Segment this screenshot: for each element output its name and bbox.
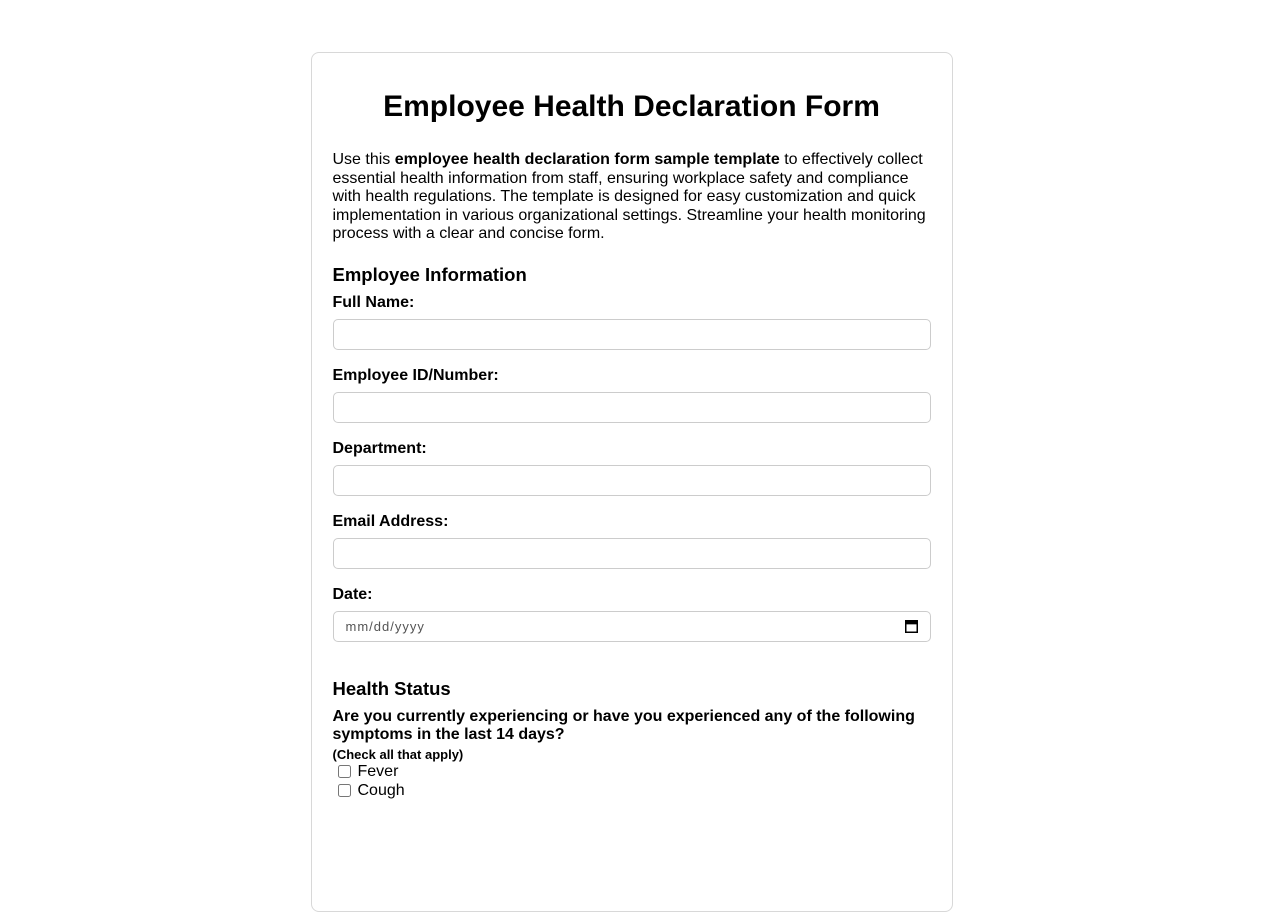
health-status-section (333, 678, 931, 800)
full-name-input[interactable] (333, 319, 931, 350)
date-input[interactable] (333, 611, 931, 642)
full-name-label: Full Name: (332, 293, 415, 311)
fever-label: Fever (357, 762, 399, 780)
intro-text-bold: employee health declaration form sample template (394, 151, 780, 168)
intro-paragraph (333, 151, 931, 244)
fever-checkbox[interactable] (338, 765, 351, 778)
intro-text-pre: Use this (332, 151, 395, 168)
department-label: Department: (332, 439, 427, 457)
symptom-row-fever (333, 763, 931, 781)
full-name-field (333, 294, 931, 350)
date-placeholder: mm/dd/yyyy (345, 618, 425, 634)
email-label: Email Address: (332, 512, 449, 530)
symptom-row-cough (333, 782, 931, 800)
department-input[interactable] (333, 465, 931, 496)
health-status-heading: Health Status (332, 677, 451, 699)
check-all-note: (Check all that apply) (332, 746, 464, 762)
employee-id-label: Employee ID/Number: (332, 366, 499, 384)
calendar-icon[interactable] (905, 619, 918, 633)
date-field (333, 586, 931, 642)
form-card (311, 52, 953, 912)
cough-label: Cough (357, 781, 405, 799)
email-input[interactable] (333, 538, 931, 569)
cough-checkbox[interactable] (338, 784, 351, 797)
employee-id-input[interactable] (333, 392, 931, 423)
date-label: Date: (332, 585, 373, 603)
employee-information-heading: Employee Information (332, 263, 527, 285)
intro-text-post: to effectively collect essential health information from staff, ensuring workplace safety and compliance with health regulations. The template is designed for easy customization and quick implementation in various organizational settings. Streamline your health monitoring process with a clear and concise form. (332, 151, 926, 242)
symptoms-question: Are you currently experiencing or have you experienced any of the following symptoms in the last 14 days? (332, 707, 915, 743)
email-field (333, 513, 931, 569)
department-field (333, 440, 931, 496)
employee-id-field (333, 367, 931, 423)
form-title: Employee Health Declaration Form (383, 90, 880, 123)
